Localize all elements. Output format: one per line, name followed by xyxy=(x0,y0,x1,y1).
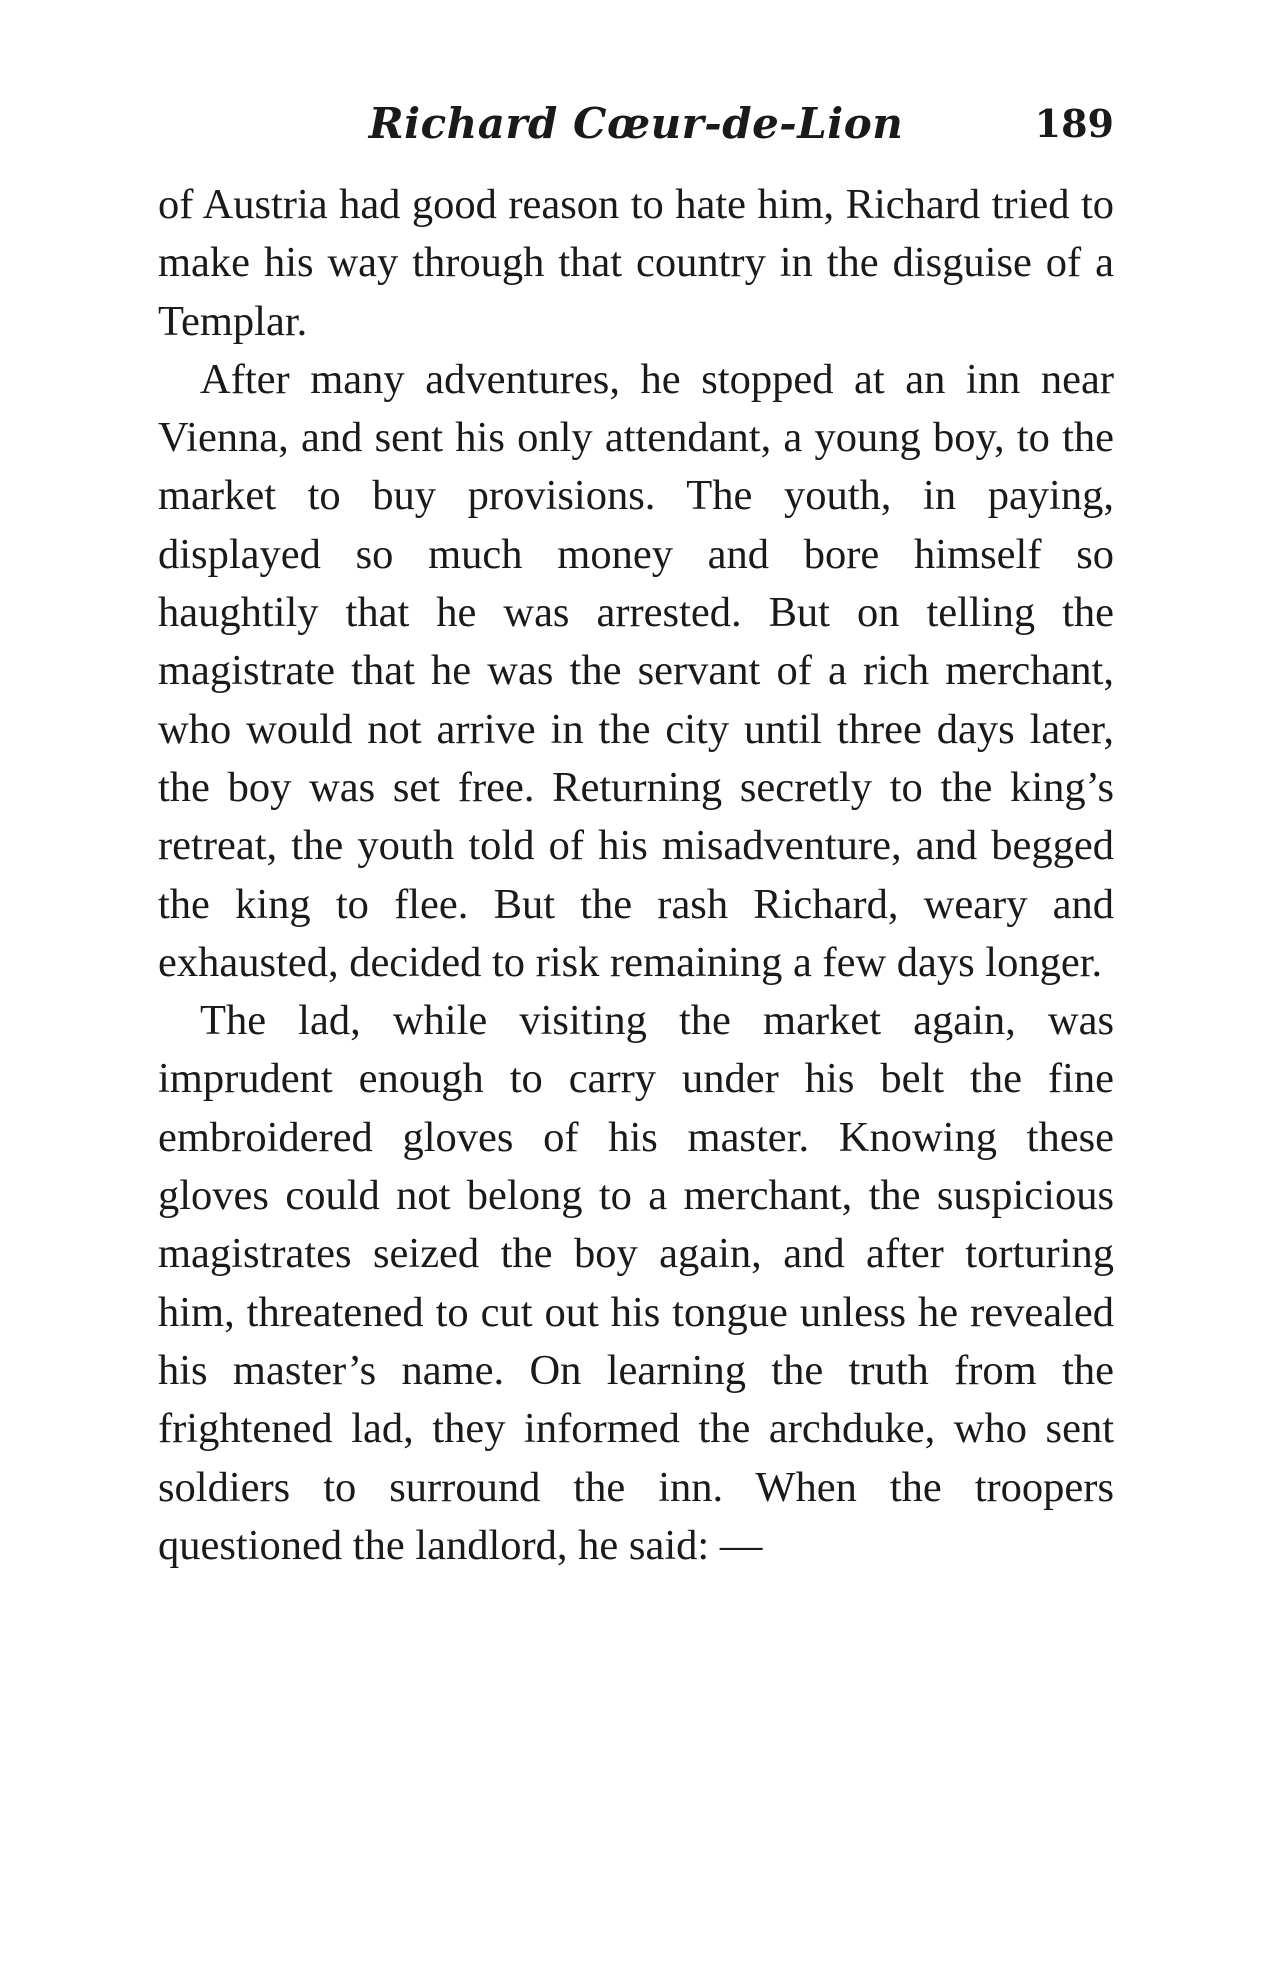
paragraph: The lad, while visiting the market again, was imprudent enough to carry under his belt the fine embroidered gloves of his master. Knowing these gloves could not belong to a merchant, the suspicious magistrates seized the boy again, and after torturing him, threatened to cut out his tongue unless he revealed his master’s name. On learning the truth from the frightened lad, they informed the archduke, who sent soldiers to surround the inn. When the troopers questioned the landlord, he said: — xyxy=(158,997,1114,1569)
page-number: 189 xyxy=(1034,101,1114,146)
running-head xyxy=(158,96,1114,152)
book-page xyxy=(158,0,1114,1968)
paragraph: After many adventures, he stopped at an inn near Vienna, and sent his only attendant, a young boy, to the market to buy provisions. The youth, in paying, displayed so much money and bore himself so haughtily that he was arrested. But on telling the magistrate that he was the servant of a rich merchant, who would not arrive in the city until three days later, the boy was set free. Returning secretly to the king’s retreat, the youth told of his misadventure, and begged the king to flee. But the rash Richard, weary and exhausted, decided to risk remaining a few days longer. xyxy=(158,355,1114,986)
body-text xyxy=(158,176,1114,1575)
paragraph-continued: of Austria had good reason to hate him, Richard tried to make his way through that country in the disguise of a Templar. xyxy=(158,181,1114,345)
chapter-title: Richard Cœur-de-Lion xyxy=(368,99,904,148)
